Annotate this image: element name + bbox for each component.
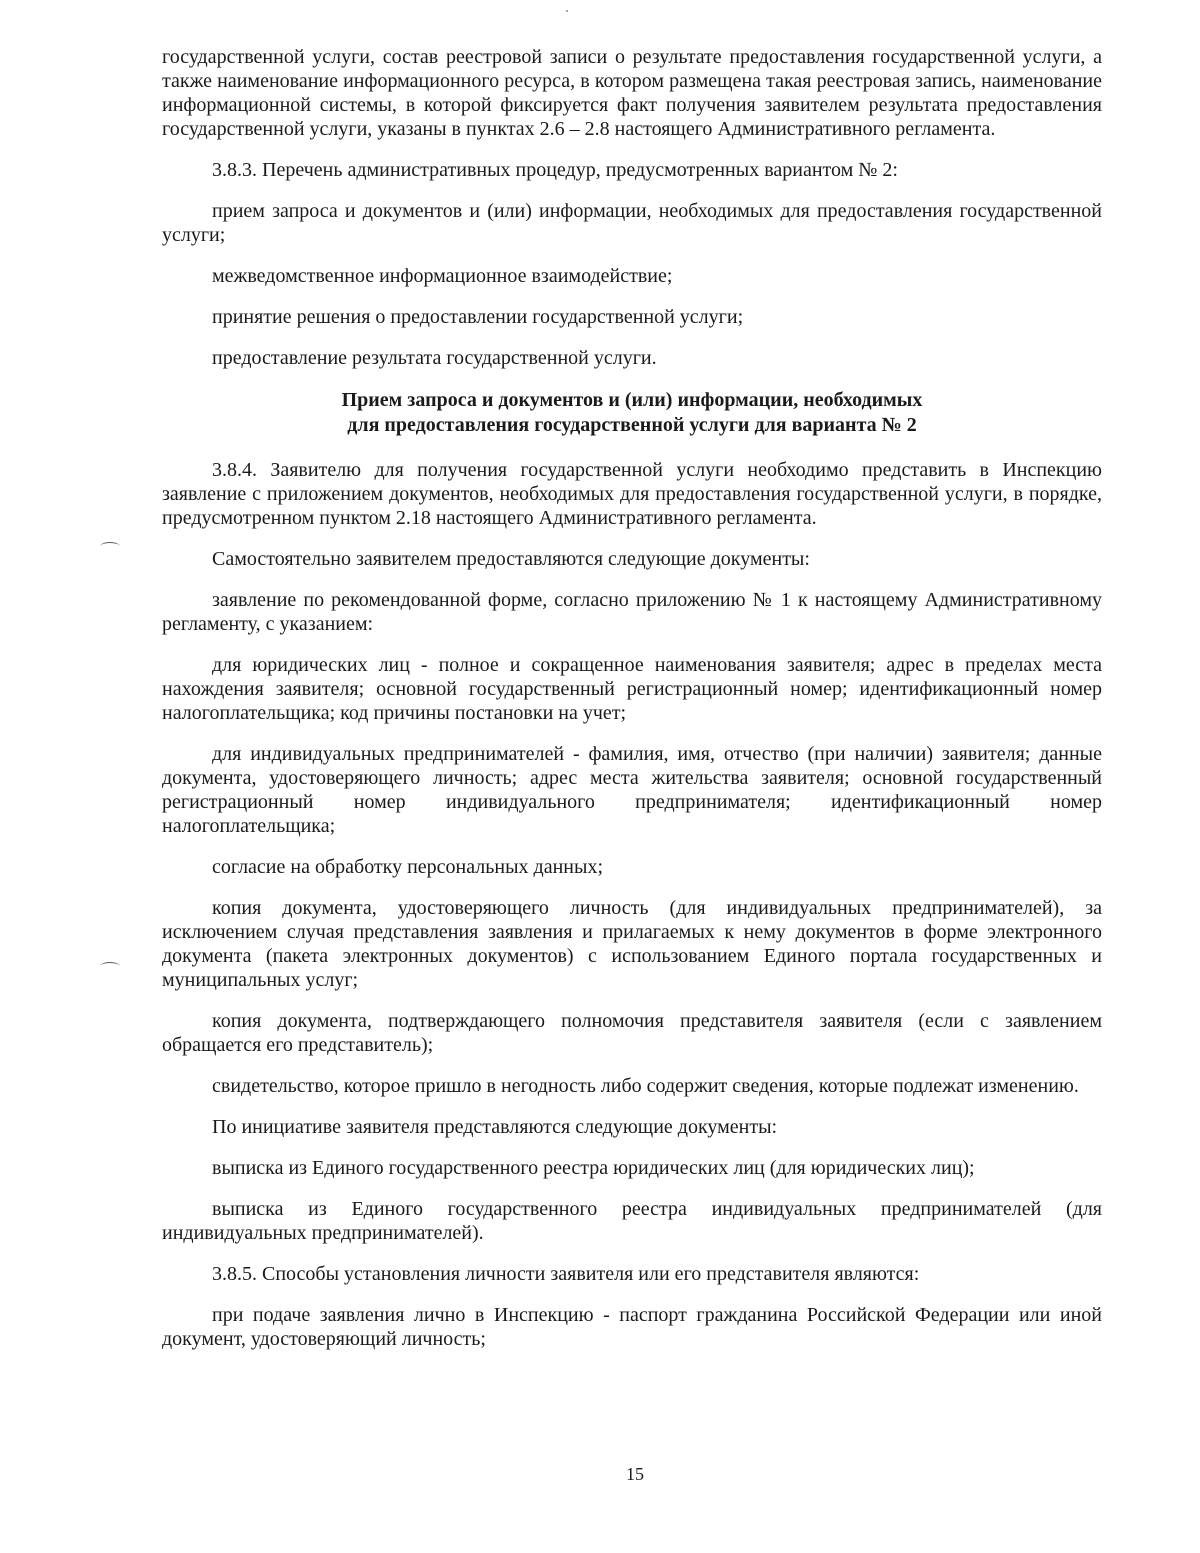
list-item-document: выписка из Единого государственного реестра юридических лиц (для юридических лиц); [212, 1157, 975, 1179]
paragraph: По инициативе заявителя представляются следующие документы: [212, 1116, 778, 1138]
list-item-document: заявление по рекомендованной форме, согласно приложению № 1 к настоящему Административному регламенту, с указанием: [162, 589, 1102, 635]
page-number: 15 [626, 1464, 644, 1484]
scan-speck [566, 10, 568, 12]
list-item-procedure: межведомственное информационное взаимодействие; [212, 265, 673, 287]
paragraph-3-8-3: 3.8.3. Перечень административных процедур, предусмотренных вариантом № 2: [212, 159, 898, 181]
paragraph: Самостоятельно заявителем предоставляются следующие документы: [212, 548, 810, 570]
section-heading-line: для предоставления государственной услуги для варианта № 2 [347, 414, 917, 436]
list-item-document: для индивидуальных предпринимателей - фамилия, имя, отчество (при наличии) заявителя; данные документа, удостоверяющего личность; адрес места жительства заявителя; основной государственный регистрационный номер индивидуального предпринимателя; идентификационный номер налогоплательщика; [162, 743, 1102, 837]
paragraph-3-8-5: 3.8.5. Способы установления личности заявителя или его представителя являются: [212, 1263, 920, 1285]
list-item-identity: при подаче заявления лично в Инспекцию - паспорт гражданина Российской Федерации или иной документ, удостоверяющий личность; [162, 1304, 1102, 1350]
list-item-document: копия документа, удостоверяющего личность (для индивидуальных предпринимателей), за исключением случая представления заявления и прилагаемых к нему документов в форме электронного документа (пакета электронных документов) с использованием Единого портала государственных и муниципальных услуг; [162, 897, 1102, 991]
document-body [162, 45, 1102, 1368]
list-item-procedure: принятие решения о предоставлении государственной услуги; [212, 306, 744, 328]
scan-margin-mark [100, 962, 120, 971]
list-item-document: выписка из Единого государственного реестра индивидуальных предпринимателей (для индивидуальных предпринимателей). [162, 1198, 1102, 1244]
section-heading [162, 388, 1102, 438]
list-item-document: для юридических лиц - полное и сокращенное наименования заявителя; адрес в пределах места нахождения заявителя; основной государственный регистрационный номер; идентификационный номер налогоплательщика; код причины постановки на учет; [162, 654, 1102, 724]
list-item-document: свидетельство, которое пришло в негодность либо содержит сведения, которые подлежат изменению. [212, 1075, 1079, 1097]
scan-margin-mark [100, 542, 120, 551]
section-heading-line: Прием запроса и документов и (или) информации, необходимых [341, 389, 923, 411]
list-item-procedure: предоставление результата государственной услуги. [212, 347, 657, 369]
list-item-document: копия документа, подтверждающего полномочия представителя заявителя (если с заявлением обращается его представитель); [162, 1010, 1102, 1056]
paragraph-3-8-4: 3.8.4. Заявителю для получения государственной услуги необходимо представить в Инспекцию заявление с приложением документов, необходимых для предоставления государственной услуги, в порядке, предусмотренном пунктом 2.18 настоящего Административного регламента. [162, 459, 1102, 529]
list-item-procedure: прием запроса и документов и (или) информации, необходимых для предоставления государственной услуги; [162, 200, 1102, 246]
paragraph-continuation: государственной услуги, состав реестровой записи о результате предоставления государственной услуги, а также наименование информационного ресурса, в котором размещена такая реестровая запись, наименование информационной системы, в которой фиксируется факт получения заявителем результата предоставления государственной услуги, указаны в пунктах 2.6 – 2.8 настоящего Административного регламента. [162, 46, 1102, 140]
list-item-document: согласие на обработку персональных данных; [212, 856, 604, 878]
